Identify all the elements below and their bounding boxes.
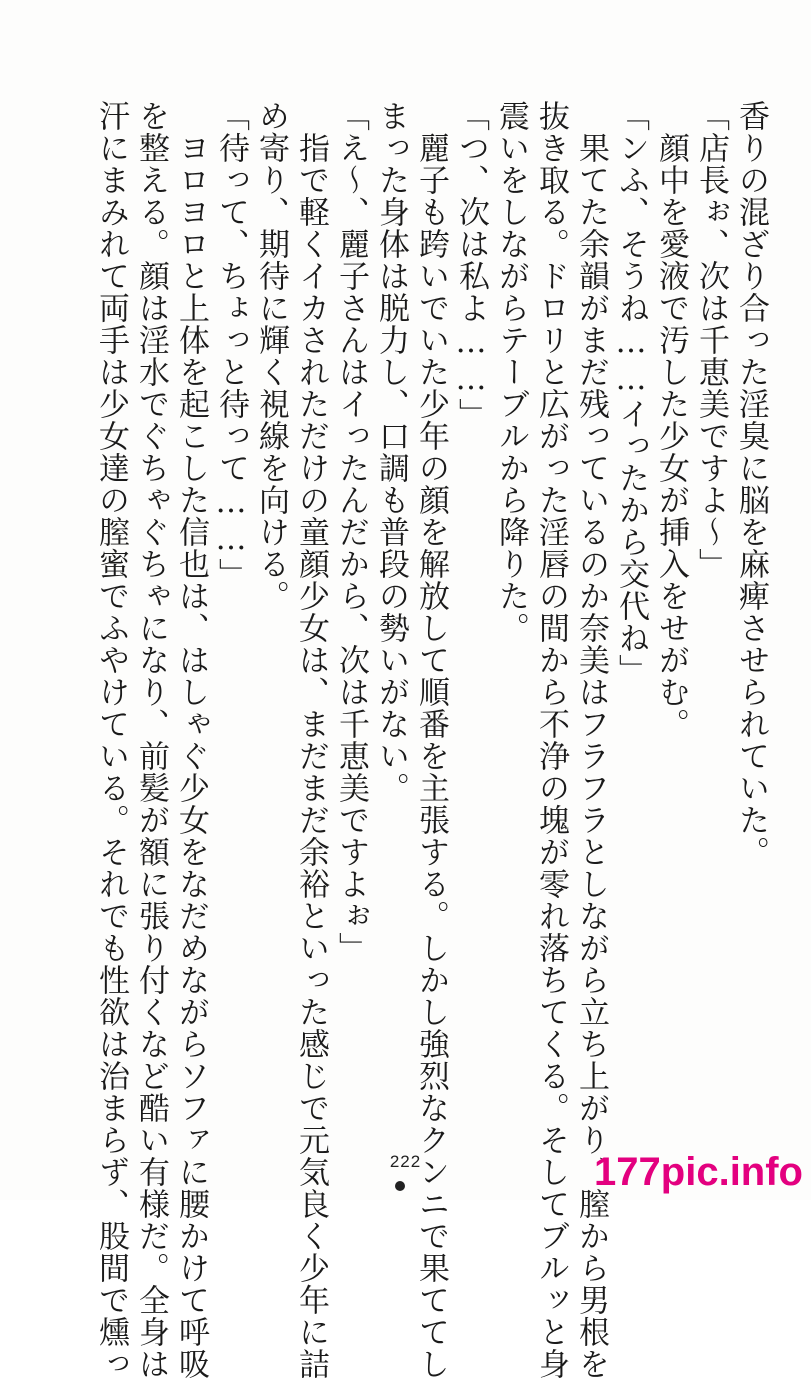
page-marker-dot xyxy=(395,1181,405,1191)
text-line: 汗にまみれて両手は少女達の膣蜜でふやけている。それでも性欲は治まらず、股間で燻っ xyxy=(93,100,129,1380)
text-line: を整える。顔は淫水でぐちゃぐちゃになり、前髪が額に張り付くなど酷い有様だ。全身は xyxy=(133,100,169,1380)
text-line: まった身体は脱力し、口調も普段の勢いがない。 xyxy=(373,100,409,804)
text-line: 抜き取る。ドロリと広がった淫唇の間から不浄の塊が零れ落ちてくる。そしてブルッと身 xyxy=(533,100,569,1380)
text-line: 「え〜、麗子さんはイったんだから、次は千恵美ですよぉ」 xyxy=(333,100,369,964)
text-line: 果てた余韻がまだ残っているのか奈美はフラフラとしながら立ち上がり、膣から男根を xyxy=(573,100,609,1380)
text-line: め寄り、期待に輝く視線を向ける。 xyxy=(253,100,289,612)
watermark: 177pic.info xyxy=(594,1150,803,1194)
page-number: 222 xyxy=(389,1152,422,1171)
text-line: 「店長ぉ、次は千恵美ですよ〜」 xyxy=(693,100,729,580)
text-line: ヨロヨロと上体を起こした信也は、はしゃぐ少女をなだめながらソファに腰かけて呼吸 xyxy=(173,100,209,1380)
text-line: 指で軽くイカされただけの童顔少女は、まだまだ余裕といった感じで元気良く少年に詰 xyxy=(293,100,329,1380)
text-line: 「ンふ、そうね……イったから交代ね」 xyxy=(613,100,649,686)
text-line: 香りの混ざり合った淫臭に脳を麻痺させられていた。 xyxy=(733,100,769,868)
text-line: 震いをしながらテーブルから降りた。 xyxy=(493,100,529,644)
text-line: 顔中を愛液で汚した少女が挿入をせがむ。 xyxy=(653,100,689,740)
text-line: 麗子も跨いでいた少年の顔を解放して順番を主張する。しかし強烈なクンニで果ててし xyxy=(413,100,449,1380)
text-line: 「つ、次は私よ……」 xyxy=(453,100,489,430)
text-line: 「待って、ちょっと待って……」 xyxy=(213,100,249,590)
